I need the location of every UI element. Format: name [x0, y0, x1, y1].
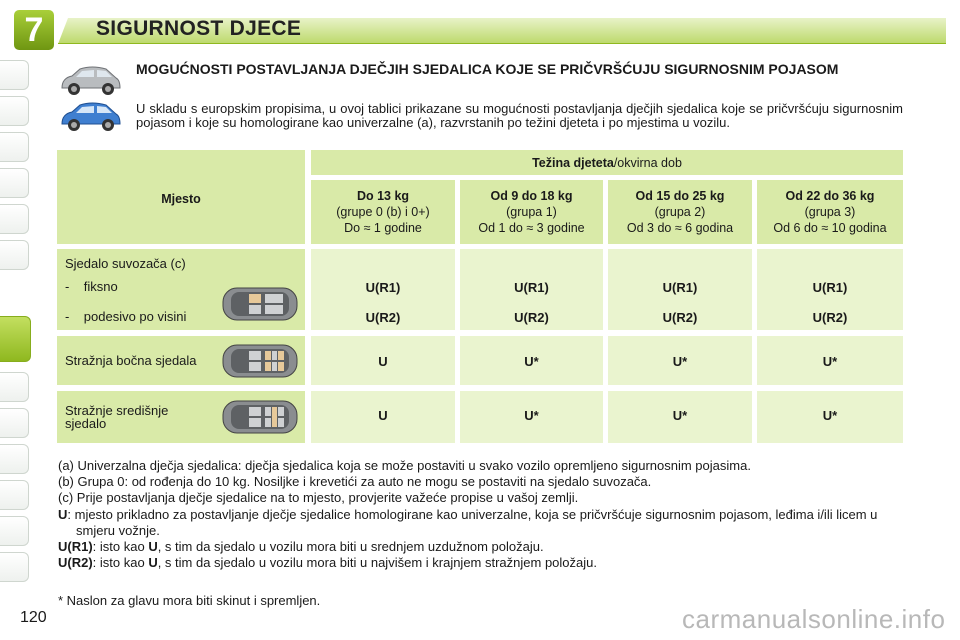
value-r1: U(R1) — [514, 280, 549, 295]
column-age: Do ≈ 1 godine — [344, 221, 422, 235]
note-r1 — [58, 539, 910, 555]
value-cell — [311, 249, 455, 330]
column-header-cell — [311, 180, 455, 244]
chapter-tab[interactable] — [0, 132, 29, 162]
value-cell — [608, 336, 752, 385]
chapter-tab[interactable] — [0, 444, 29, 474]
value-r2: U(R2) — [514, 310, 549, 325]
chapter-tab[interactable] — [0, 96, 29, 126]
note-u-text: : mjesto prikladno za postavljanje dječje sjedalice homologirane kao univerzalne, koja se pričvršćuje sigurnosnim pojasom, leđima i/ili licem u smjeru vožnje. — [67, 506, 878, 538]
value-r2: U(R2) — [662, 310, 698, 325]
column-weight: Od 22 do 36 kg — [785, 189, 875, 203]
value-cell — [757, 336, 903, 385]
note-u-key: U — [58, 506, 68, 522]
column-group: (grupe 0 (b) i 0+) — [336, 205, 430, 219]
car-silver-icon — [58, 64, 122, 98]
value: U* — [822, 354, 838, 369]
chapter-tab[interactable] — [0, 168, 29, 198]
value-r2: U(R2) — [365, 310, 401, 325]
chapter-tab[interactable] — [0, 204, 29, 234]
car-topview-front-seat-icon — [221, 285, 299, 323]
chapter-tab[interactable] — [0, 408, 29, 438]
row-sub-label: - podesivo po visini — [65, 309, 187, 324]
note-r2-text: : isto kao — [92, 555, 149, 571]
column-header-cell — [608, 180, 752, 244]
chapter-number: 7 — [24, 11, 44, 49]
value-cell — [460, 249, 603, 330]
weight-header-cell — [311, 150, 903, 175]
note-r1-text: : isto kao — [92, 539, 149, 555]
row-label: Stražnja bočna sjedala — [65, 353, 197, 368]
column-age: Od 3 do ≈ 6 godina — [626, 221, 734, 235]
value-cell — [608, 249, 752, 330]
car-topview-rear-middle-seat-icon — [221, 398, 299, 436]
column-age: Od 1 do ≈ 3 godine — [478, 221, 585, 235]
section-heading: MOGUĆNOSTI POSTAVLJANJA DJEČJIH SJEDALICA KOJE SE PRIČVRŠĆUJU SIGURNOSNIM POJASOM — [136, 61, 839, 77]
row-label-cell — [57, 249, 305, 330]
value-cell — [608, 391, 752, 443]
chapter-tab-strip — [0, 60, 34, 580]
chapter-tab[interactable] — [0, 372, 29, 402]
chapter-tab[interactable] — [0, 552, 29, 582]
note-r2 — [58, 555, 910, 571]
value-r1: U(R1) — [662, 280, 698, 295]
row-label: Stražnje središnje sjedalo — [65, 403, 169, 431]
value: U* — [822, 408, 838, 423]
column-group: (grupa 1) — [506, 205, 557, 219]
page-title: SIGURNOST DJECE — [96, 17, 302, 40]
car-topview-rear-side-seat-icon — [221, 342, 299, 380]
value-r2: U(R2) — [812, 310, 848, 325]
note-r2-u: U — [148, 555, 158, 571]
column-weight: Od 9 do 18 kg — [490, 189, 573, 203]
value-r1: U(R1) — [365, 280, 401, 295]
place-header-cell — [57, 150, 305, 244]
intro-paragraph: U skladu s europskim propisima, u ovoj tablici prikazane su mogućnosti postavljanja dječjih sjedalica koje se pričvršćuju sigurnosnim pojasom i koje su homologirane kao univerzalne (a), razvrstanih po težini djeteta i po mjestima u vozilu. — [136, 101, 903, 130]
row-label-cell — [57, 391, 305, 443]
column-weight: Od 15 do 25 kg — [635, 189, 725, 203]
value-cell — [311, 336, 455, 385]
note-r2-key: U(R2) — [58, 555, 93, 571]
place-header: Mjesto — [161, 192, 201, 206]
value: U* — [524, 354, 539, 369]
row-sub-label: - fiksno — [65, 279, 118, 294]
column-header-cell — [460, 180, 603, 244]
column-age: Od 6 do ≈ 10 godina — [773, 221, 887, 235]
chapter-tab[interactable] — [0, 60, 29, 90]
value: U* — [524, 408, 539, 423]
row-label: Sjedalo suvozača (c) — [65, 256, 186, 271]
value-cell — [460, 336, 603, 385]
note-r1-text-end: , s tim da sjedalo u vozilu mora biti u srednjem uzdužnom položaju. — [157, 539, 544, 555]
notes-block — [58, 458, 910, 571]
value: U — [378, 408, 388, 423]
column-group: (grupa 3) — [804, 205, 856, 219]
value: U* — [672, 408, 688, 423]
column-group: (grupa 2) — [654, 205, 706, 219]
note-r2-text-end: , s tim da sjedalo u vozilu mora biti u najvišem i krajnjem stražnjem položaju. — [157, 555, 597, 571]
watermark: carmanualsonline.info — [682, 604, 946, 634]
weight-header-rest: /okvirna dob — [613, 156, 682, 170]
footnote: * Naslon za glavu mora biti skinut i spremljen. — [58, 593, 321, 608]
chapter-badge — [14, 10, 54, 50]
chapter-tab[interactable] — [0, 240, 29, 270]
column-header-cell — [757, 180, 903, 244]
weight-header-bold: Težina djeteta — [532, 156, 614, 170]
column-weight: Do 13 kg — [356, 189, 410, 203]
value-cell — [460, 391, 603, 443]
page-number: 120 — [20, 609, 47, 626]
value: U* — [672, 354, 688, 369]
chapter-tab[interactable] — [0, 516, 29, 546]
note-c: (c) Prije postavljanja dječje sjedalice na to mjesto, provjerite važeće propise u vašoj zemlji. — [58, 490, 579, 506]
chapter-tab-active[interactable] — [0, 316, 31, 362]
note-r1-key: U(R1) — [58, 539, 93, 555]
note-a: (a) Univerzalna dječja sjedalica: dječja sjedalica koja se može postaviti u svako vozilo opremljeno sigurnosnim pojasima. — [58, 458, 751, 473]
chapter-tab[interactable] — [0, 480, 29, 510]
value-cell — [757, 249, 903, 330]
value-cell — [757, 391, 903, 443]
value: U — [378, 354, 388, 369]
car-blue-icon — [58, 100, 122, 134]
note-b: (b) Grupa 0: od rođenja do 10 kg. Nosiljke i krevetići za auto ne mogu se postaviti na sjedalo suvozača. — [58, 474, 652, 490]
value-r1: U(R1) — [812, 280, 848, 295]
note-u — [58, 507, 910, 539]
value-cell — [311, 391, 455, 443]
note-r1-u: U — [148, 539, 158, 555]
row-label-cell — [57, 336, 305, 385]
